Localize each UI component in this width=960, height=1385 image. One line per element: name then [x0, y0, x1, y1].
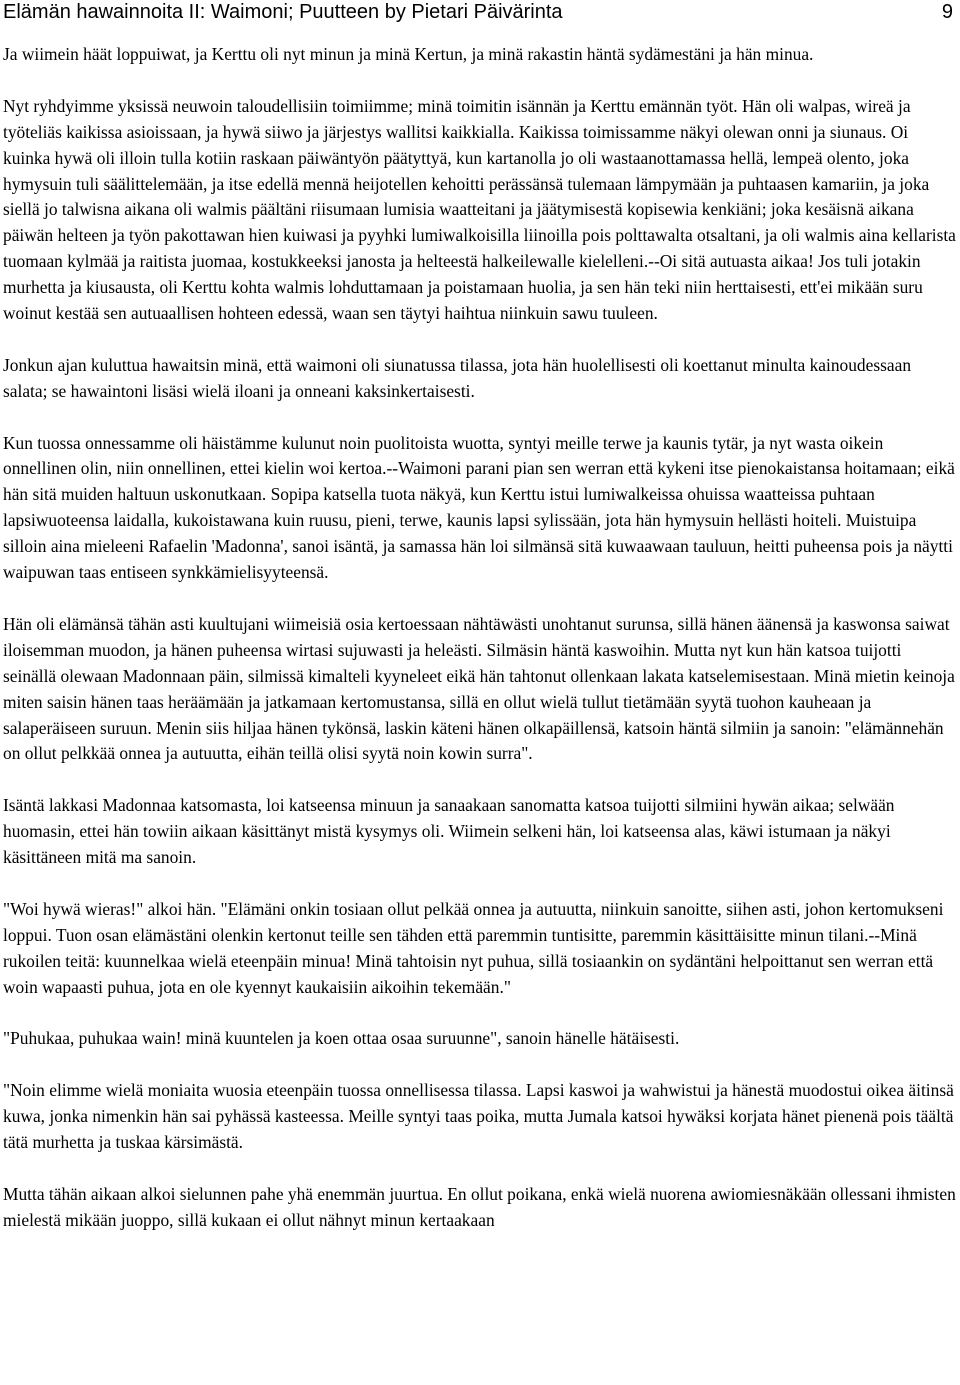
paragraph: "Woi hywä wieras!" alkoi hän. "Elämäni onkin tosiaan ollut pelkää onnea ja autuutta, niinkuin sanoitte, siihen asti, johon kertomukseni loppui. Tuon osan elämästäni olenkin kertonut teille sen tähden että paremmin tuntisitte, paremmin käsittäisitte minun tilani.--Minä rukoilen teitä: kuunnelkaa wielä eteenpäin minua! Minä tahtoisin nyt puhua, sillä tosiaankin on sydäntäni helpoittanut sen werran että woin wapaasti puhua, jota en ole kyennyt kaukaisiin aikoihin tekemään.": [3, 898, 944, 997]
paragraph: Mutta tähän aikaan alkoi sielunnen pahe yhä enemmän juurtua. En ollut poikana, enkä wielä nuorena awiomiesnäkään ollessani ihmisten mielestä mikään juoppo, sillä kukaan ei ollut nähnyt minun kertaakaan: [3, 1183, 956, 1230]
page-number: 9: [941, 1, 953, 23]
paragraph: "Puhukaa, puhukaa wain! minä kuuntelen ja koen ottaa osaa suruunne", sanoin hänelle hätäisesti.: [3, 1028, 680, 1049]
paragraph: Jonkun ajan kuluttua hawaitsin minä, että waimoni oli siunatussa tilassa, jota hän huolellisesti oli koettanut minulta kainoudessaan salata; se hawaintoni lisäsi wielä iloani ja onneani kaksinkertaisesti.: [3, 354, 912, 401]
paragraph: Ja wiimein häät loppuiwat, ja Kerttu oli nyt minun ja minä Kertun, ja minä rakastin häntä sydämestäni ja hän minua.: [3, 44, 814, 64]
paragraph: "Noin elimme wielä moniaita wuosia eteenpäin tuossa onnellisessa tilassa. Lapsi kaswoi ja wahwistui ja hänestä muodostui oikea äitinsä kuwa, jonka nimenkin hän sai pyhässä kasteessa. Meille syntyi taas poika, mutta Jumala katsoi hywäksi korjata hänet pienenä pois täältä tätä murhetta ja tuskaa kärsimästä.: [3, 1080, 954, 1152]
paragraph: Isäntä lakkasi Madonnaa katsomasta, loi katseensa minuun ja sanaakaan sanomatta katsoa tuijotti silmiini hywän aikaa; selwään huomasin, ettei hän towiin aikaan käsittänyt mistä kysymys oli. Wiimein selkeni hän, loi katseensa alas, käwi istumaan ja näkyi käsittäneen mitä ma sanoin.: [3, 795, 895, 868]
running-header: [3, 0, 956, 31]
paragraph: Kun tuossa onnessamme oli häistämme kulunut noin puolitoista wuotta, syntyi meille terwe ja kaunis tytär, ja nyt wasta oikein onnellinen olin, niin onnellinen, ettei kielin woi kertoa.--Waimoni parani pian sen werran että kykeni itse pienokaistansa hoitamaan; eikä hän sitä muiden haltuun uskonutkaan. Sopipa katsella tuota näkyä, kun Kerttu istui lumiwalkeissa ohuissa waatteissa puhtaan lapsiwuoteensa laidalla, kukoistawana kuin ruusu, pieni, terwe, kaunis lapsi sylissään, jota hän hymysuin hellästi hoiteli. Muistuipa silloin aina mieleeni Rafaelin 'Madonna', sanoi isäntä, ja samassa hän loi silmänsä sitä kuwaawaan tauluun, heitti puheensa pois ja näytti waipuwan taas entiseen synkkämielisyyteensä.: [3, 432, 955, 583]
body-text: [3, 42, 956, 1234]
document-title: Elämän hawainnoita II: Waimoni; Puutteen by Pietari Päivärinta: [3, 1, 563, 23]
paragraph: Hän oli elämänsä tähän asti kuultujani wiimeisiä osia kertoessaan nähtäwästi unohtanut surunsa, sillä hänen äänensä ja kaswonsa saiwat iloisemman muodon, ja hänen puheensa wirtasi sujuwasti ja heleästi. Silmäsin häntä kaswoihin. Mutta nyt kun hän katsoa tuijotti seinällä olewaan Madonnaan päin, silmissä kimalteli kyyneleet eikä hän tahtonut ollenkaan lakata katselemisestaan. Minä mietin keinoja miten saisin hänen taas heräämään ja jatkamaan kertomustansa, sillä en ollut wielä tullut tietämään syytä tuohon kauheaan ja salaperäiseen suruun. Menin siis hiljaa hänen tykönsä, laskin käteni hänen olkapäillensä, katsoin häntä silmiin ja sanoin: "elämännehän on ollut pelkkää onnea ja autuutta, eihän teillä olisi syytä noin kowin surra".: [3, 613, 955, 764]
paragraph: Nyt ryhdyimme yksissä neuwoin taloudellisiin toimiimme; minä toimitin isännän ja Kerttu emännän työt. Hän oli walpas, wireä ja työteliäs kaikissa asioissaan, ja hywä siiwo ja järjestys wallitsi kaikkialla. Kaikissa toimissamme näkyi olewan onni ja siunaus. Oi kuinka hywä oli illoin tulla kotiin raskaan päiwäntyön päätyttyä, kun kartanolla jo oli wastaanottamassa hellä, lempeä olento, joka hymysuin tuli säälittelemään, ja itse edellä mennä heijotellen kehoitti perässänsä tulemaan lämpymään ja puhtaasen kamariin, ja joka siellä jo talwisna aikana oli walmis päältäni riisumaan lumisia waatteitani ja jäätymisestä kopisewia kenkiäni; joka kesäisnä aikana päiwän helteen ja työn pakottawan hien kuiwasi ja pyyhki lumiwalkoisilla liinoilla pois polttawalta otsaltani, ja oli walmis aina kellarista tuomaan kylmää ja raitista juomaa, kostukkeeksi janosta ja helteestä halkeilewalle kielelleni.--Oi sitä autuasta aikaa! Jos tuli jotakin murhetta ja kiusausta, oli Kerttu kohta walmis lohduttamaan ja poistamaan huolia, ja sen hän teki niin herttaisesti, ett'ei mikään suru woinut kestää sen autuaallisen hohteen edessä, waan sen täytyi haihtua niinkuin sawu tuuleen.: [3, 95, 956, 324]
